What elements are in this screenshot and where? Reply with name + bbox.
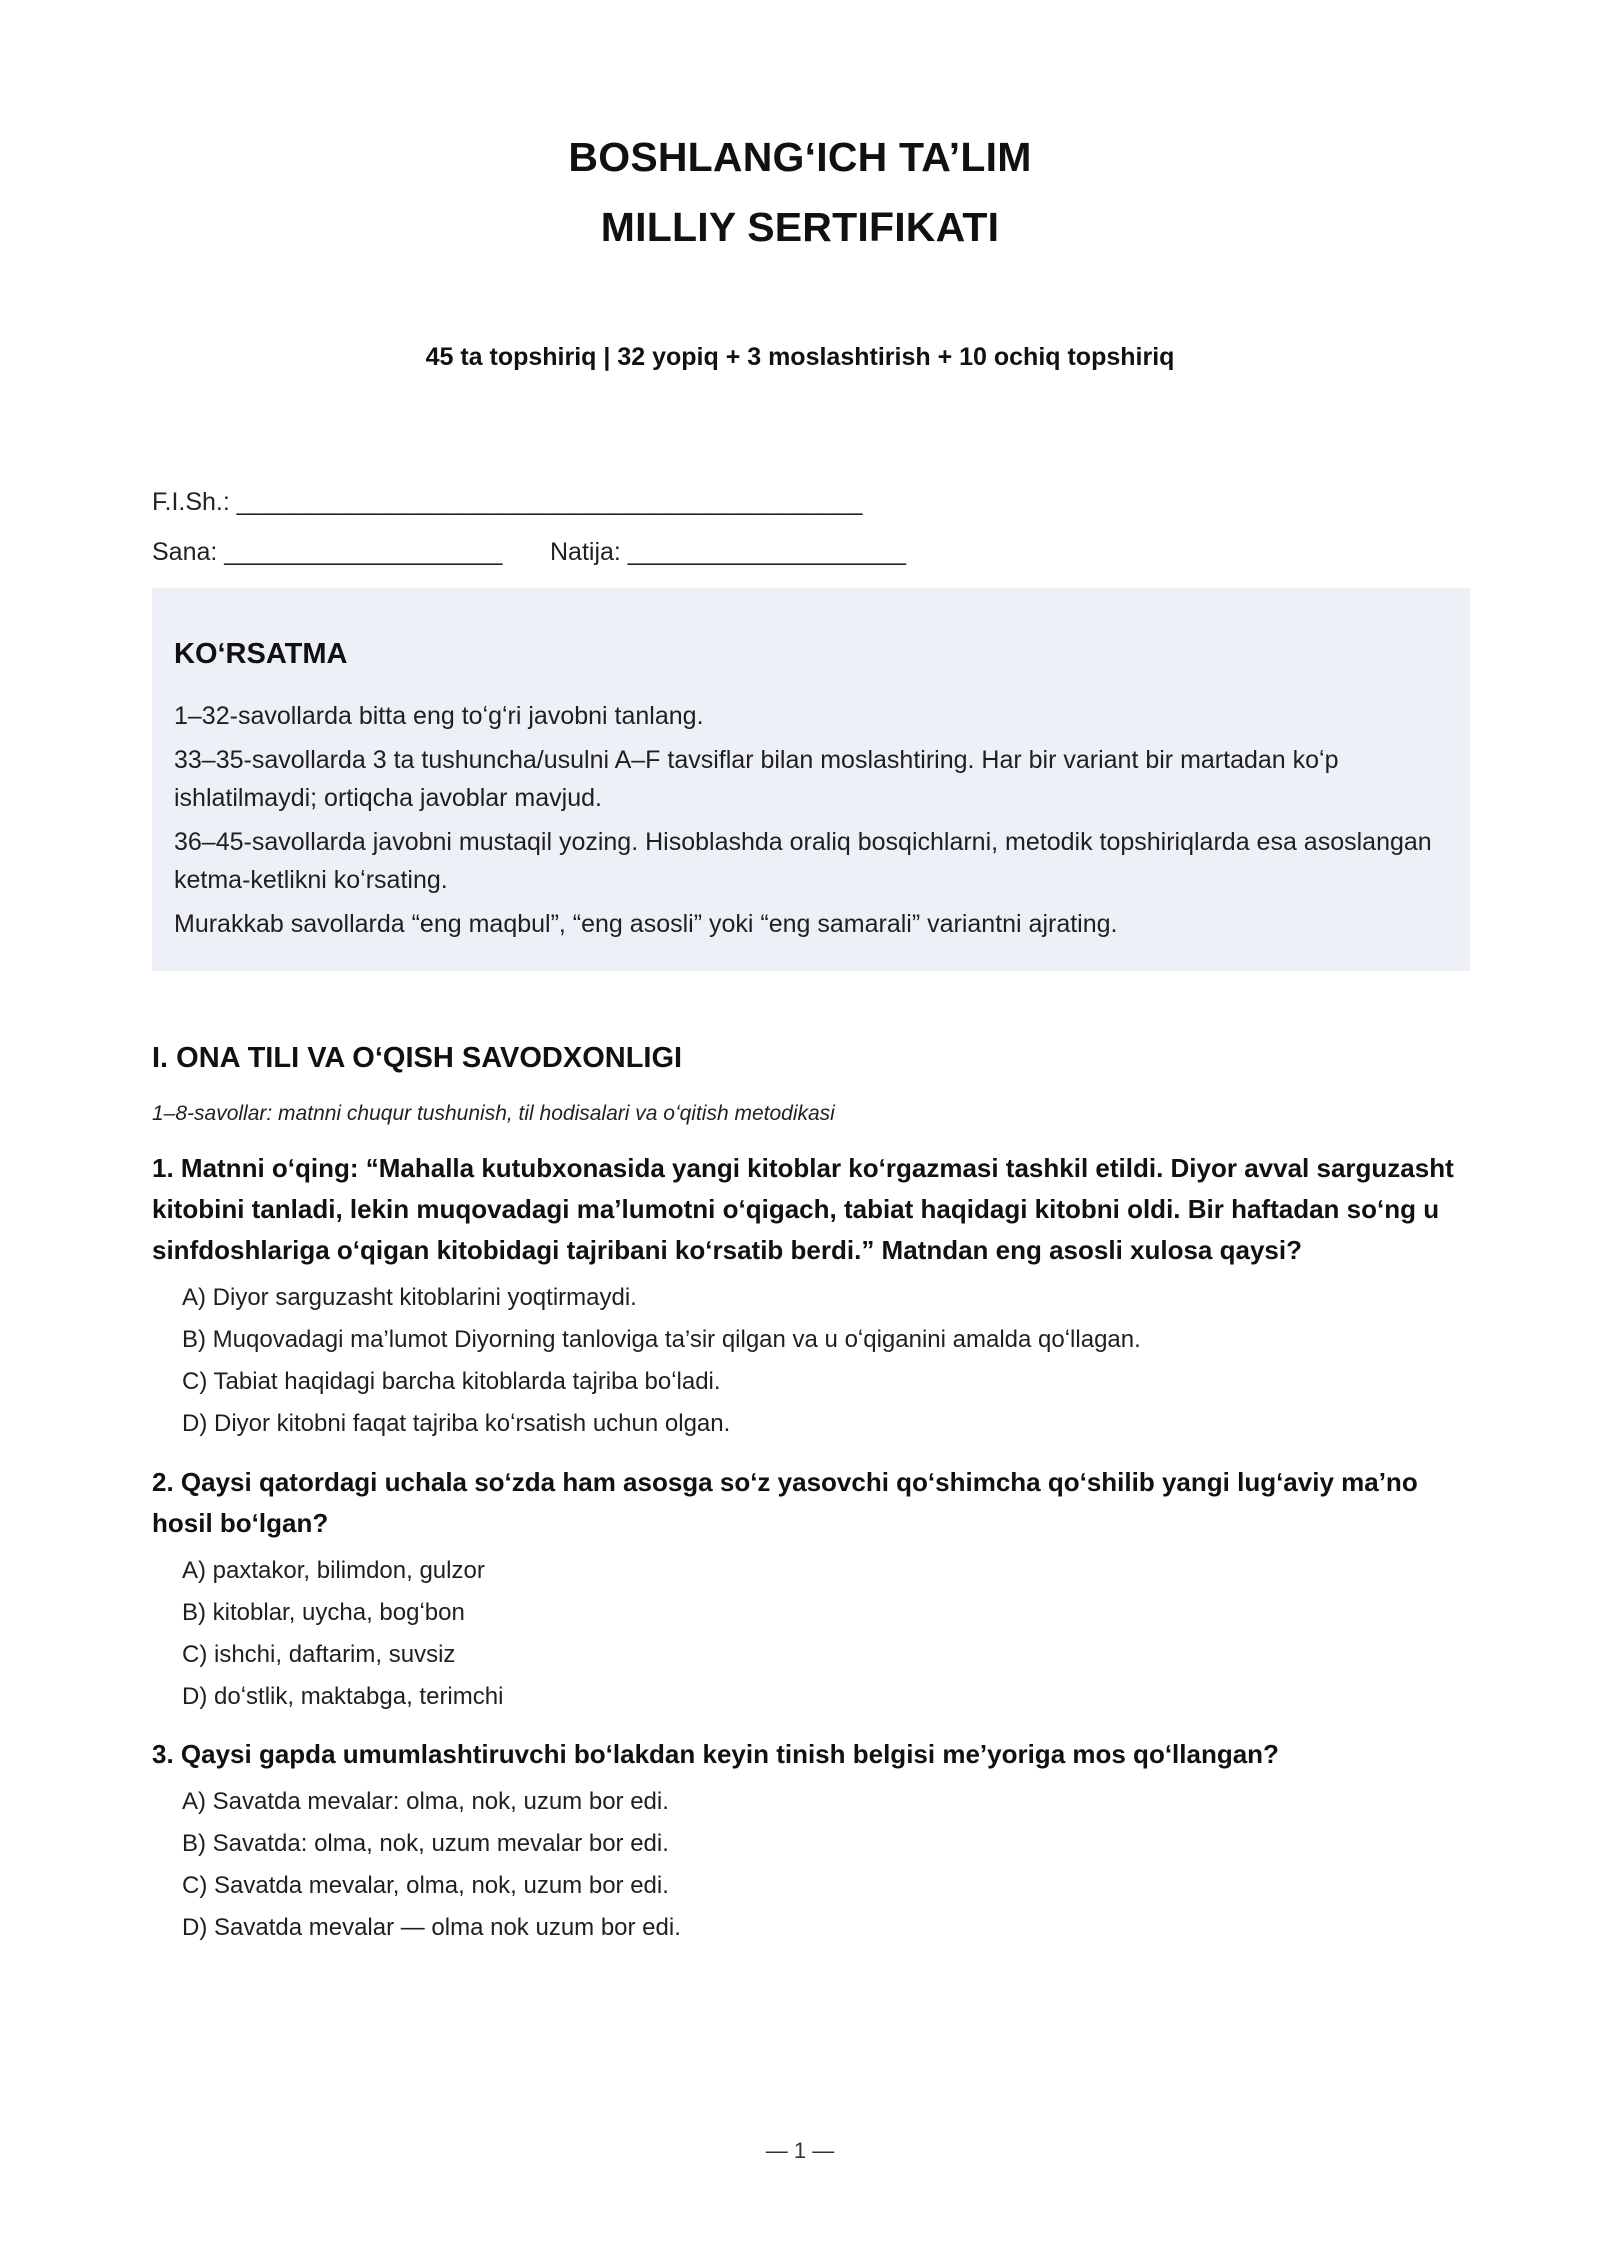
options-list xyxy=(152,1550,1470,1718)
question-text: 2. Qaysi qatordagi uchala soʻzda ham asosga soʻz yasovchi qoʻshimcha qoʻshilib yangi lugʻaviy ma’no hosil boʻlgan? xyxy=(152,1467,1418,1538)
section-title: I. ONA TILI VA OʻQISH SAVODXONLIGI xyxy=(152,1042,683,1074)
page-number: — 1 — xyxy=(765,2138,835,2163)
instruction-line: 36–45-savollarda javobni mustaqil yozing. Hisoblashda oraliq bosqichlarni, metodik topshiriqlarda esa asoslangan ketma-ketlikni koʻrsating. xyxy=(174,828,1432,894)
fish-field[interactable]: F.I.Sh.: _____________________________________________ xyxy=(152,488,863,516)
question-text: 1. Matnni oʻqing: “Mahalla kutubxonasida yangi kitoblar koʻrgazmasi tashkil etildi. Diyor avval sarguzasht kitobini tanladi, lekin muqovadagi ma’lumotni oʻqigach, tabiat haqidagi kitobni oldi. Bir haftadan soʻng u sinfdoshlariga oʻqigan kitobidagi tajribani koʻrsatib berdi.” Matndan eng asosli xulosa qaysi? xyxy=(152,1153,1454,1265)
options-list xyxy=(152,1781,1470,1949)
option-c[interactable]: C) Tabiat haqidagi barcha kitoblarda tajriba boʻladi. xyxy=(182,1368,721,1395)
instructions-title: KOʻRSATMA xyxy=(174,638,348,670)
result-field[interactable]: Natija: ____________________ xyxy=(550,538,906,566)
option-a[interactable]: A) Diyor sarguzasht kitoblarini yoqtirmaydi. xyxy=(182,1284,637,1311)
option-d[interactable]: D) doʻstlik, maktabga, terimchi xyxy=(182,1683,504,1710)
document-subtitle: 45 ta topshiriq | 32 yopiq + 3 moslashtirish + 10 ochiq topshiriq xyxy=(425,343,1175,371)
document-title-line1: BOSHLANGʻICH TA’LIM xyxy=(568,134,1032,180)
option-a[interactable]: A) Savatda mevalar: olma, nok, uzum bor edi. xyxy=(182,1788,669,1815)
instruction-line: 1–32-savollarda bitta eng toʻgʻri javobni tanlang. xyxy=(174,702,704,730)
instruction-line: 33–35-savollarda 3 ta tushuncha/usulni A–F tavsiflar bilan moslashtiring. Har bir variant bir martadan koʻp ishlatilmaydi; ortiqcha javoblar mavjud. xyxy=(174,746,1339,812)
instruction-line: Murakkab savollarda “eng maqbul”, “eng asosli” yoki “eng samarali” variantni ajrating. xyxy=(174,910,1118,938)
option-d[interactable]: D) Savatda mevalar — olma nok uzum bor edi. xyxy=(182,1914,681,1941)
document-title-line2: MILLIY SERTIFIKATI xyxy=(600,204,1000,250)
option-b[interactable]: B) Savatda: olma, nok, uzum mevalar bor edi. xyxy=(182,1830,669,1857)
option-a[interactable]: A) paxtakor, bilimdon, gulzor xyxy=(182,1557,485,1584)
instructions-list xyxy=(174,697,1449,949)
question-1 xyxy=(152,1148,1470,1445)
date-field[interactable]: Sana: ____________________ xyxy=(152,538,503,566)
instructions-box xyxy=(152,588,1470,971)
option-c[interactable]: C) ishchi, daftarim, suvsiz xyxy=(182,1641,456,1668)
option-d[interactable]: D) Diyor kitobni faqat tajriba koʻrsatish uchun olgan. xyxy=(182,1410,731,1437)
section-subtitle: 1–8-savollar: matnni chuqur tushunish, til hodisalari va oʻqitish metodikasi xyxy=(152,1102,835,1125)
options-list xyxy=(152,1277,1470,1445)
question-3 xyxy=(152,1734,1470,1949)
option-b[interactable]: B) kitoblar, uycha, bogʻbon xyxy=(182,1599,465,1626)
option-c[interactable]: C) Savatda mevalar, olma, nok, uzum bor edi. xyxy=(182,1872,669,1899)
option-b[interactable]: B) Muqovadagi ma’lumot Diyorning tanloviga ta’sir qilgan va u oʻqiganini amalda qoʻllagan. xyxy=(182,1326,1141,1353)
question-2 xyxy=(152,1462,1470,1718)
question-text: 3. Qaysi gapda umumlashtiruvchi boʻlakdan keyin tinish belgisi me’yoriga mos qoʻllangan? xyxy=(152,1739,1279,1769)
